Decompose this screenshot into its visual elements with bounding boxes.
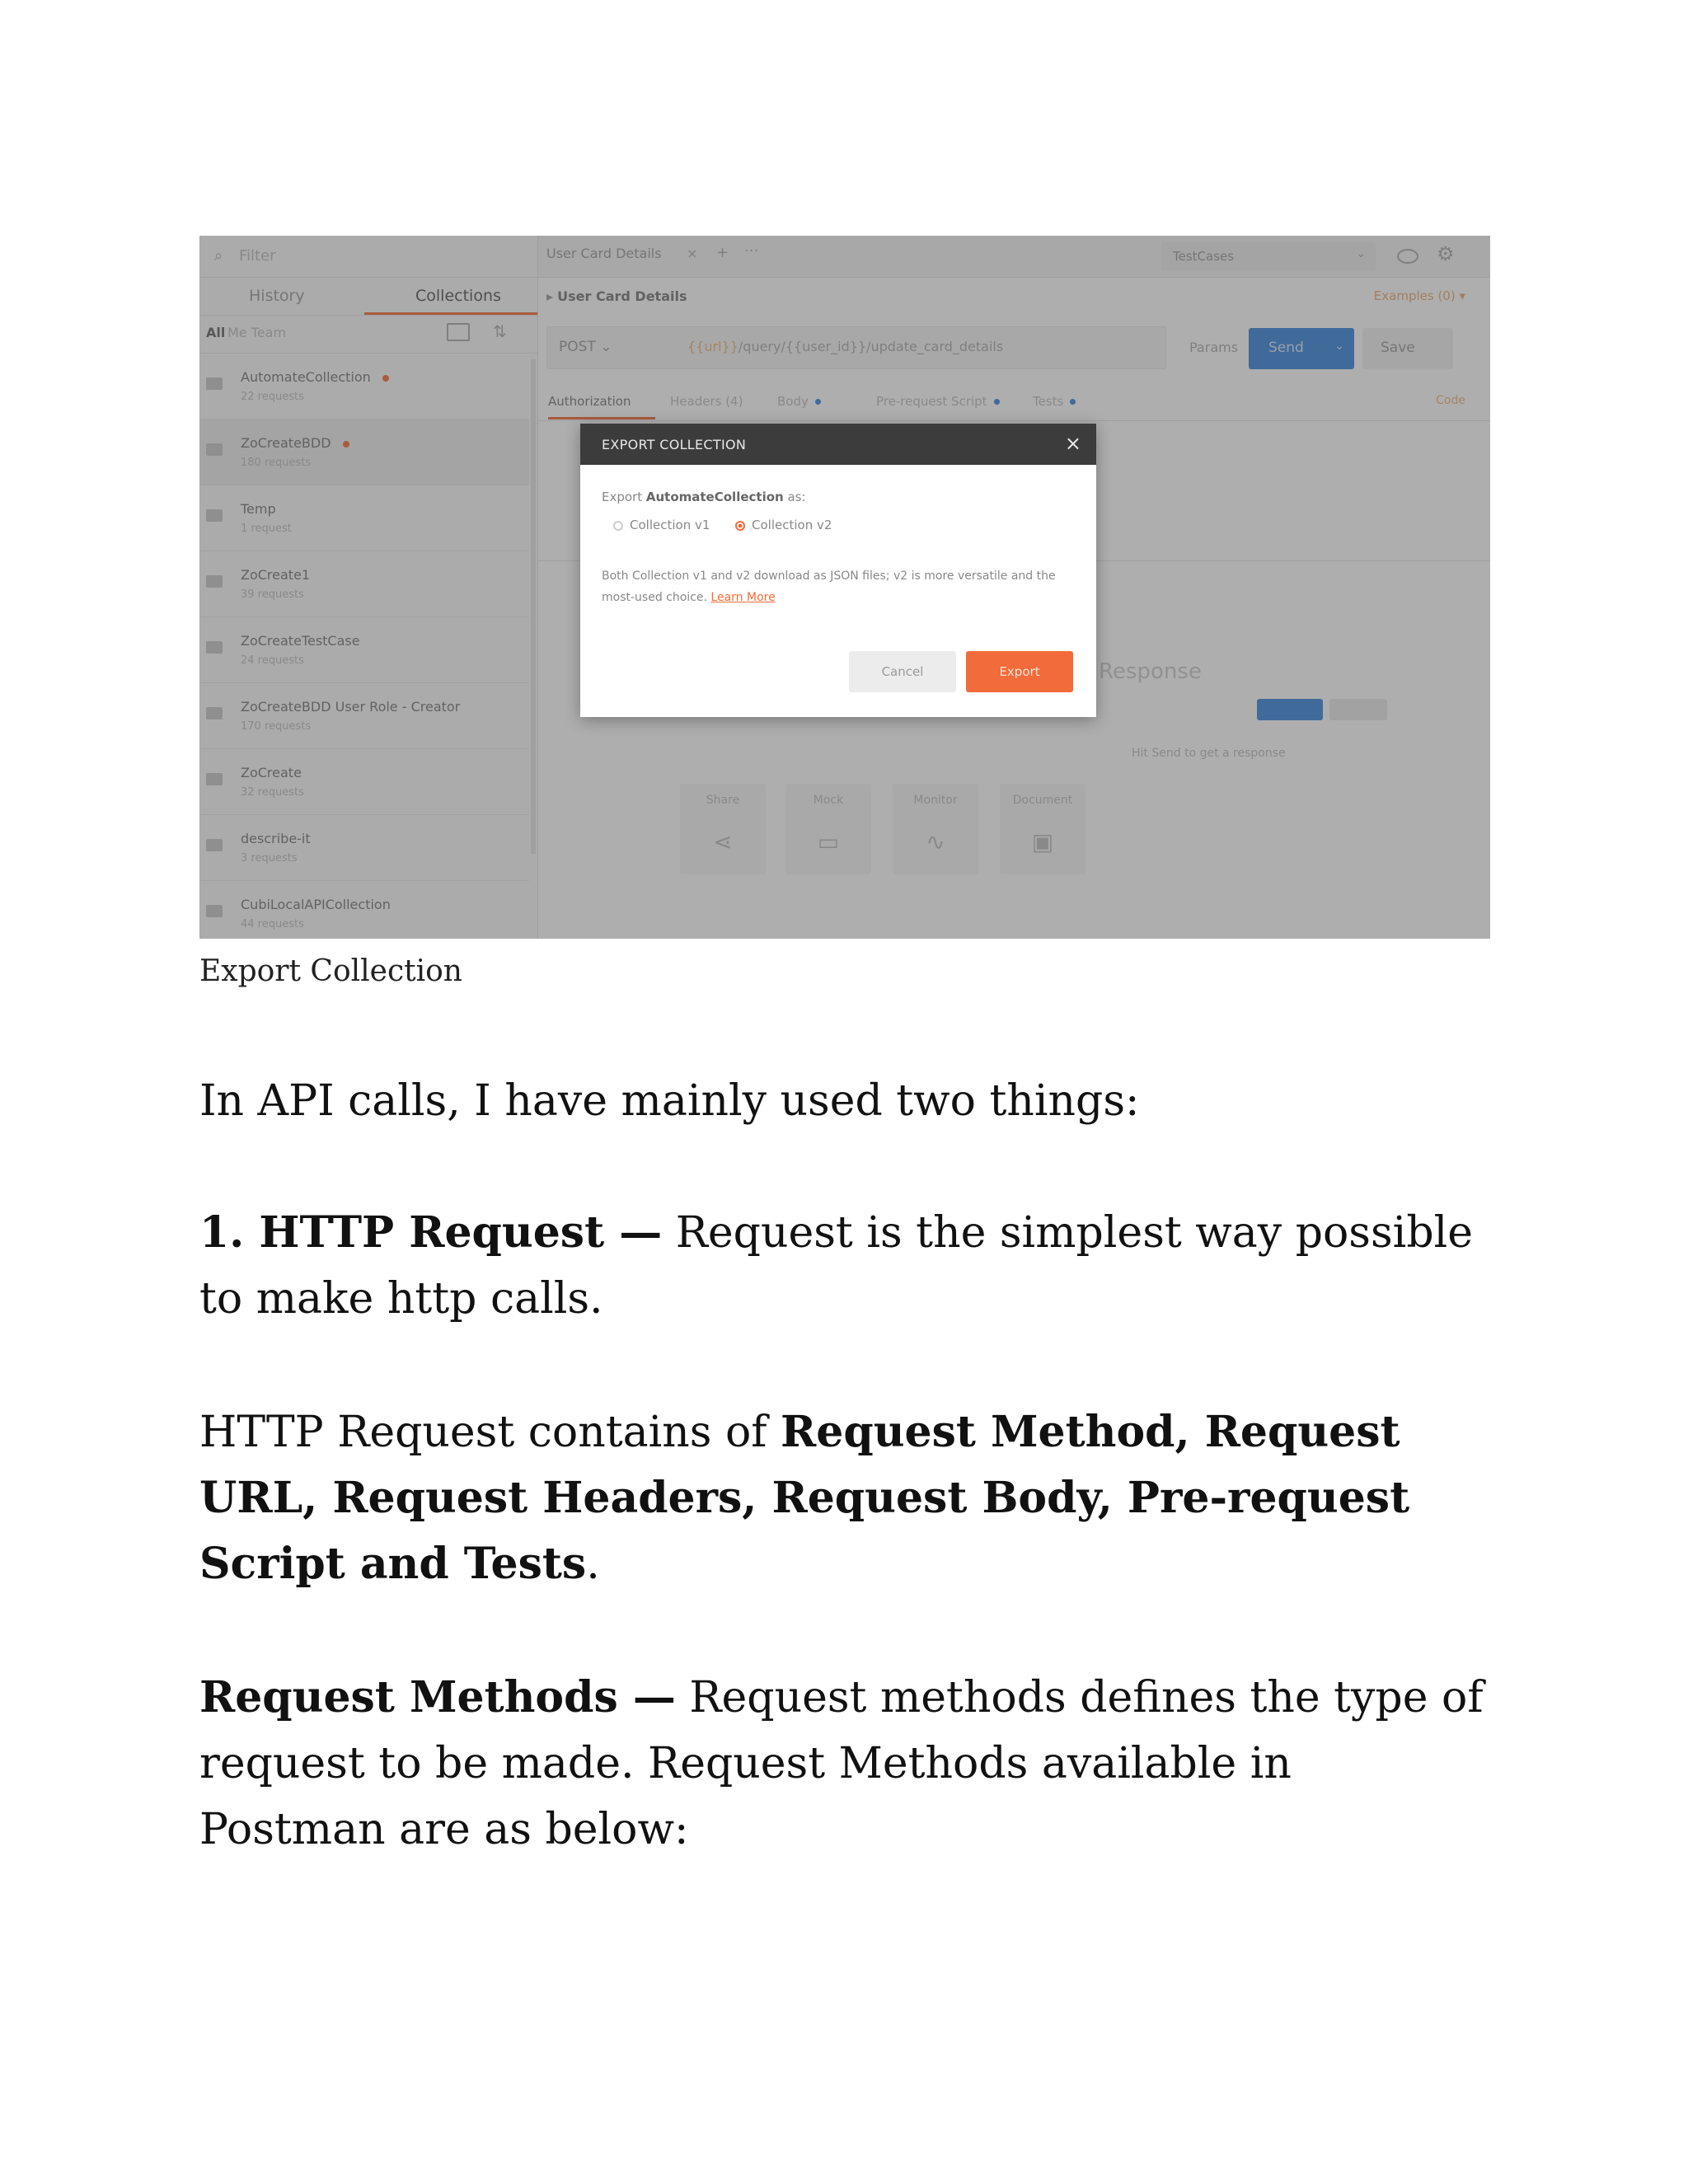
question-suffix: as: [783,490,806,504]
close-tab-icon[interactable]: × [687,246,698,261]
tile-label: Share [706,794,740,807]
export-collection-modal [580,424,1096,717]
collection-count: 39 requests [241,588,304,601]
collection-name: ZoCreate [241,765,302,780]
filter-me-team[interactable]: Me Team [227,325,287,340]
method-select[interactable]: POST ⌄ [559,339,612,355]
cancel-button[interactable]: Cancel [849,651,956,692]
tab-authorization[interactable]: Authorization [548,394,631,409]
collection-count: 1 request [241,523,292,535]
export-question [602,490,806,504]
tab-collections[interactable]: Collections [415,287,501,305]
collection-count: 32 requests [241,786,304,799]
description-text: Both Collection v1 and v2 download as JSON files; v2 is more versatile and the most-used choice. [602,569,1056,604]
contents-list: Request Method, Request URL, Request Headers, Request Body, Pre-request Script and Tests [199,1407,1410,1589]
http-request-heading: 1. HTTP Request — [199,1207,663,1258]
image-caption: Export Collection [199,954,462,988]
collection-name: describe-it [241,831,311,846]
close-icon[interactable]: × [1064,432,1081,455]
url-variable: {{url}} [687,339,738,354]
response-hint: Hit Send to get a response [1132,747,1286,760]
environment-value: TestCases [1173,249,1235,264]
collection-count: 44 requests [241,918,304,930]
question-prefix: Export [602,490,646,504]
contents-intro: HTTP Request contains of [199,1408,781,1457]
collection-name: CubiLocalAPICollection [241,897,391,912]
collection-count: 3 requests [241,852,298,865]
export-button[interactable]: Export [966,651,1073,692]
send-label: Send [1268,340,1304,356]
new-tab-icon[interactable]: + [716,244,729,261]
tile-label: Document [1012,794,1073,807]
document-icon: ▣ [1031,828,1054,855]
url-path: /query/{{user_id}}/update_card_details [738,339,1004,354]
save-label: Save [1381,340,1415,356]
request-methods-heading: Request Methods — [199,1672,676,1722]
tile-label: Monitor [913,794,958,807]
radio-collection-v1[interactable] [613,518,710,532]
collection-name: ZoCreate1 [241,567,311,583]
option-v2-label: Collection v2 [752,518,832,532]
collection-count: 180 requests [241,457,312,469]
filter-placeholder: Filter [239,247,276,265]
breadcrumb-title: User Card Details [557,288,687,304]
paragraph-request-contents [199,1399,1485,1597]
tab-headers[interactable]: Headers (4) [670,394,743,409]
collection-count: 24 requests [241,654,304,667]
tab-pre-request-label: Pre-request Script [876,394,987,409]
radio-collection-v2[interactable] [735,518,832,532]
collection-name: ZoCreateTestCase [241,633,360,649]
code-link[interactable]: Code [1436,394,1465,407]
paragraph-intro: In API calls, I have mainly used two things: [199,1076,1140,1126]
breadcrumb: ▸ User Card Details [546,288,687,304]
tile-label: Mock [813,794,844,807]
http-request-text: Request is the simplest way possible to make http calls. [199,1208,1474,1324]
request-methods-text: Request methods defines the type of request to be made. Request Methods available in Postman are as below: [199,1673,1484,1854]
question-collection-name: AutomateCollection [645,490,784,504]
paragraph-http-request [199,1200,1485,1332]
filter-all[interactable]: All [206,325,226,340]
mock-icon: ▭ [817,828,840,855]
response-label: Response [1099,659,1202,684]
sort-icon[interactable]: ⇅ [493,321,507,341]
option-v1-label: Collection v1 [630,518,710,532]
radio-icon [613,521,623,531]
paragraph-request-methods [199,1665,1485,1863]
collection-name: ZoCreateBDD [241,435,331,451]
collection-name: AutomateCollection [241,369,371,385]
learn-more-link[interactable]: Learn More [710,591,776,604]
export-description [602,565,1080,608]
search-icon: ⌕ [214,247,223,265]
modal-title: EXPORT COLLECTION [602,437,747,452]
collection-count: 22 requests [241,391,304,403]
share-icon: ⋖ [713,828,733,855]
tab-history[interactable]: History [249,287,305,305]
tab-tests-label: Tests [1033,394,1064,409]
more-tabs-icon[interactable]: ··· [744,242,759,260]
collection-name: Temp [241,501,276,517]
request-tab[interactable]: User Card Details [546,246,662,261]
modal-header [580,424,1096,465]
collection-name: ZoCreateBDD User Role - Creator [241,699,461,715]
collection-count: 170 requests [241,720,312,733]
params-button[interactable]: Params [1189,340,1239,355]
monitor-icon: ∿ [926,828,945,855]
contents-end: . [586,1540,600,1589]
chevron-down-icon: ⌄ [1334,340,1344,353]
export-collection-screenshot [199,236,1490,939]
chevron-down-icon: ⌄ [1356,247,1366,260]
radio-selected-icon [735,521,745,531]
tab-body-label: Body [777,394,809,409]
gear-icon[interactable]: ⚙ [1437,242,1455,265]
examples-dropdown[interactable]: Examples (0) ▾ [1373,288,1465,303]
